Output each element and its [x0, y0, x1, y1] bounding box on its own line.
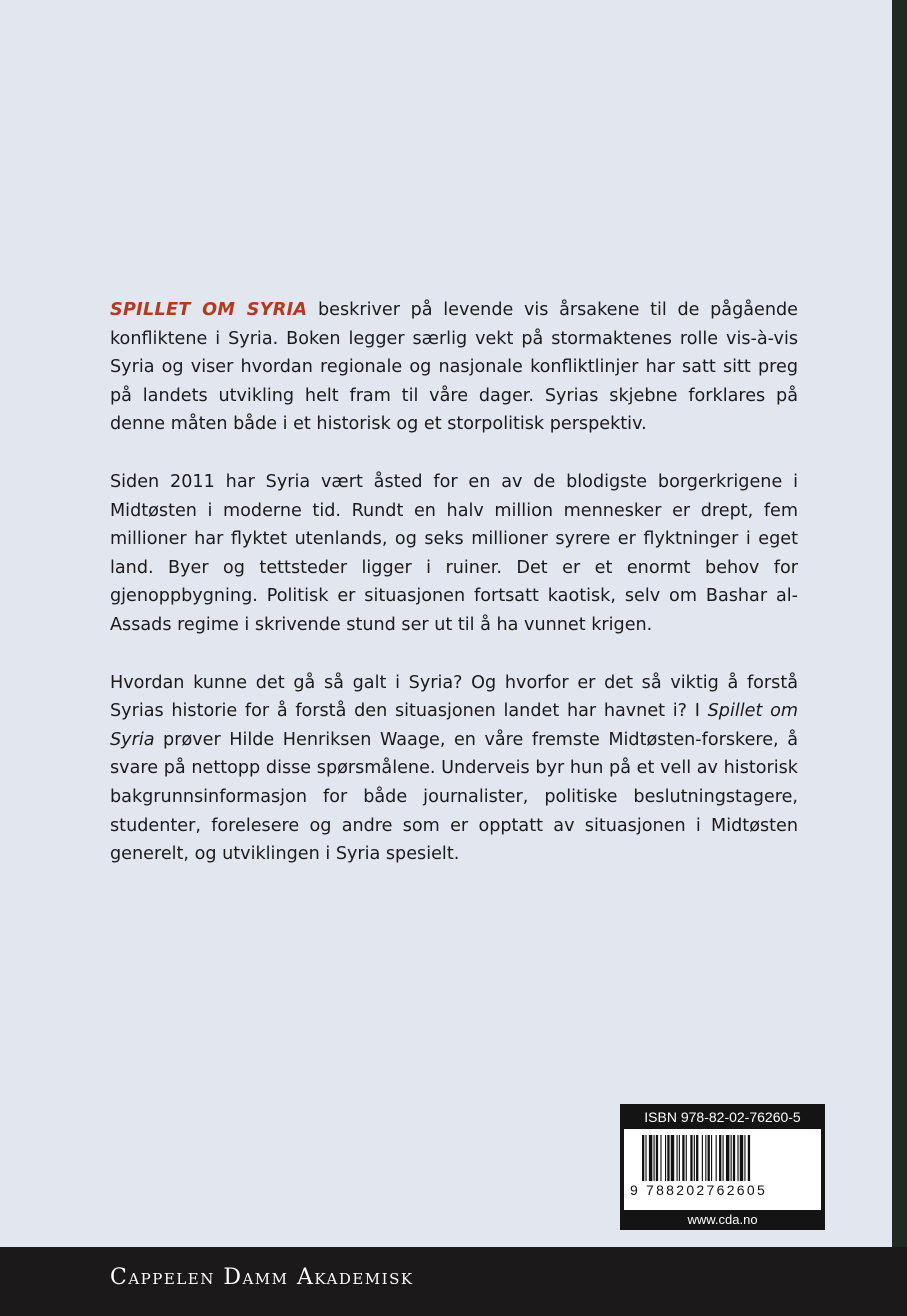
barcode-bar [740, 1135, 743, 1181]
isbn-label: ISBN 978-82-02-76260-5 [644, 1109, 801, 1125]
barcode-bar [642, 1135, 644, 1181]
isbn-barcode-block [620, 1104, 825, 1230]
barcode-bar [679, 1135, 680, 1181]
barcode-bar [649, 1135, 652, 1181]
publisher-band [0, 1247, 907, 1316]
publisher-logo: Cappelen Damm Akademisk [110, 1265, 414, 1290]
barcode-bar [731, 1135, 732, 1181]
barcode-bar [696, 1135, 698, 1181]
barcode-bar [719, 1135, 721, 1181]
barcode-bar [690, 1135, 692, 1181]
barcode-bar [705, 1135, 706, 1181]
barcode-bar [671, 1135, 674, 1181]
barcode-bar [682, 1135, 684, 1181]
paragraph-2: Siden 2011 har Syria vært åsted for en av de blodigste borgerkrigene i Midtøsten i moderne tid. Rundt en halv million mennesker er drept, fem millioner har flyktet utenlands, og seks millioner syrere er flyktninger i eget land. Byer og tettsteder ligger i ruiner. Det er et enormt behov for gjenoppbygning. Politisk er situasjonen fortsatt kaotisk, selv om Bashar al-Assads regime i skrivende stund ser ut til å ha vunnet krigen. [110, 471, 798, 635]
barcode-bar [686, 1135, 687, 1181]
barcode-bar [665, 1135, 666, 1181]
barcode-bar [667, 1135, 669, 1181]
barcode-panel [624, 1129, 821, 1210]
barcode-digits: 788202762605 [646, 1182, 768, 1198]
barcode-bar [702, 1135, 703, 1181]
barcode-bar [694, 1135, 695, 1181]
paragraph-1 [110, 296, 798, 439]
barcode-bar [711, 1135, 712, 1181]
barcode-bar [677, 1135, 678, 1181]
paragraph-3-before: Hvordan kunne det gå så galt i Syria? Og hvorfor er det så viktig å forstå Syrias historie for å forstå den situasjonen landet har havnet i? I [110, 672, 798, 722]
barcode-bar [723, 1135, 724, 1181]
paragraph-3 [110, 669, 798, 869]
book-title-lead: SPILLET OM SYRIA [110, 300, 308, 320]
barcode-bar [660, 1135, 661, 1181]
barcode-lead-digit: 9 [630, 1182, 638, 1198]
barcode-bar [654, 1135, 655, 1181]
blurb-text [110, 296, 798, 898]
barcode-bar [748, 1135, 750, 1181]
barcode-bar [737, 1135, 738, 1181]
paragraph-1-text: beskriver på levende vis årsakene til de pågående konfliktene i Syria. Boken legger særlig vekt på stormaktenes rolle vis-à-vis Syria og viser hvordan regionale og nasjonale konfliktlinjer har satt sitt preg på landets utvikling helt fram til våre dager. Syrias skjebne forklares på denne måten både i et historisk og et storpolitisk perspektiv. [110, 300, 798, 435]
barcode-bar [744, 1135, 745, 1181]
barcode-bar [708, 1135, 710, 1181]
barcode-bar [645, 1135, 646, 1181]
barcode-bar [726, 1135, 729, 1181]
barcode-bar [733, 1135, 735, 1181]
spine-edge [892, 0, 907, 1316]
barcode-bar [656, 1135, 658, 1181]
paragraph-3-after: prøver Hilde Henriksen Waage, en våre fremste Midtøsten-forskere, å svare på nettopp disse spørsmålene. Underveis byr hun på et vell av historisk bakgrunnsinformasjon for både journalister, politiske beslutningstagere, studenter, forelesere og andre som er opptatt av situasjonen i Midtøsten generelt, og utviklingen i Syria spesielt. [110, 729, 798, 865]
website-label: www.cda.no [687, 1212, 758, 1227]
book-title-italic: Spillet om Syria [110, 701, 798, 750]
barcode-bar [716, 1135, 717, 1181]
